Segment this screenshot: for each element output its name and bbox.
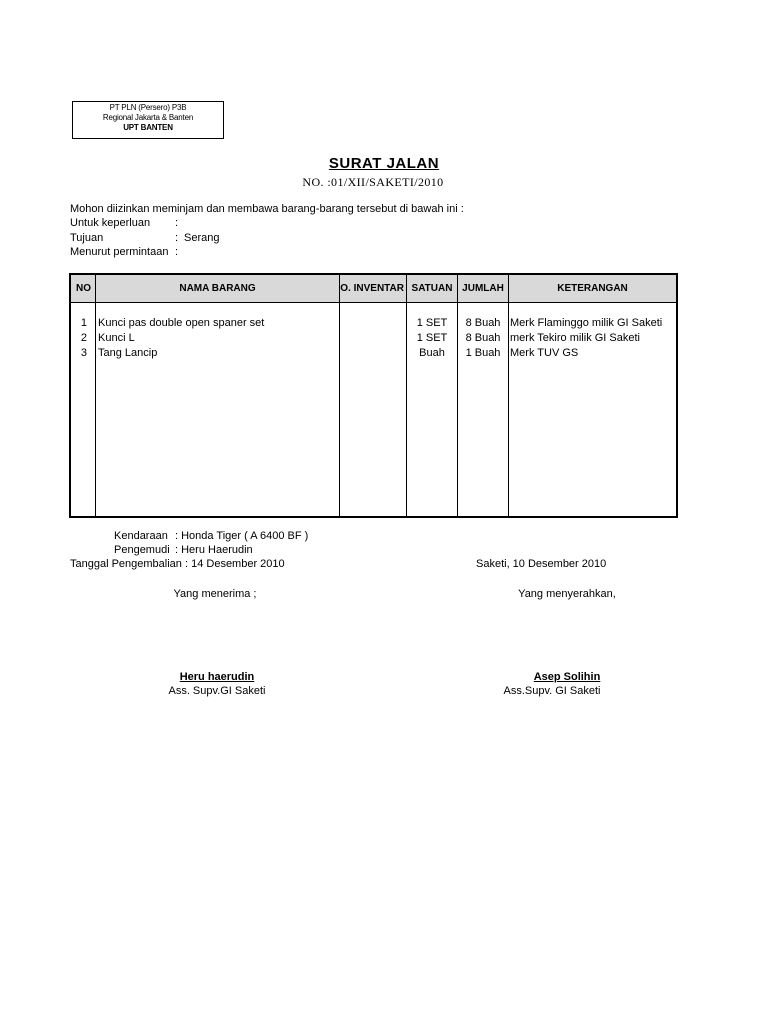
company-unit: UPT BANTEN <box>123 123 173 132</box>
field-label-tujuan: Tujuan <box>70 232 104 244</box>
header-nama-barang: NAMA BARANG <box>179 283 256 294</box>
row-2-nama: Kunci L <box>98 332 135 344</box>
row-2-no: 2 <box>80 332 87 344</box>
row-2-satuan: 1 SET <box>416 332 448 344</box>
field-colon-tujuan: : <box>175 232 179 244</box>
row-3-jumlah: 1 Buah <box>465 347 501 359</box>
field-label-keperluan: Untuk keperluan <box>70 217 151 229</box>
field-colon-keperluan: : <box>175 217 179 229</box>
company-name: PT PLN (Persero) P3B <box>109 103 187 112</box>
header-no-inventaris: O. INVENTAR <box>340 283 404 294</box>
column-divider <box>95 275 96 516</box>
document-number: NO. :01/XII/SAKETI/2010 <box>302 175 444 189</box>
column-divider <box>339 275 340 516</box>
row-2-jumlah: 8 Buah <box>465 332 501 344</box>
header-jumlah: JUMLAH <box>462 283 504 294</box>
header-keterangan: KETERANGAN <box>557 283 628 294</box>
intro-text: Mohon diizinkan meminjam dan membawa barang-barang tersebut di bawah ini : <box>70 203 464 215</box>
row-1-keterangan: Merk Flaminggo milik GI Saketi <box>510 317 663 329</box>
row-3-keterangan: Merk TUV GS <box>510 347 579 359</box>
receiver-name: Heru haerudin <box>179 671 255 683</box>
row-3-no: 3 <box>80 347 87 359</box>
field-value-tujuan: Serang <box>184 232 220 244</box>
items-table <box>69 273 678 518</box>
kendaraan-label: Kendaraan <box>114 530 168 542</box>
tanggal-pengembalian: Tanggal Pengembalian : 14 Desember 2010 <box>70 558 285 570</box>
giver-name: Asep Solihin <box>533 671 601 683</box>
company-header-box <box>72 101 224 139</box>
receiver-position: Ass. Supv.GI Saketi <box>168 685 266 697</box>
row-1-no: 1 <box>80 317 87 329</box>
company-region: Regional Jakarta & Banten <box>102 113 194 122</box>
place-date: Saketi, 10 Desember 2010 <box>476 558 607 570</box>
giver-caption: Yang menyerahkan, <box>518 588 616 600</box>
field-label-permintaan: Menurut permintaan <box>70 246 169 258</box>
row-2-keterangan: merk Tekiro milik GI Saketi <box>510 332 640 344</box>
row-1-jumlah: 8 Buah <box>465 317 501 329</box>
kendaraan-value: : Honda Tiger ( A 6400 BF ) <box>175 530 309 542</box>
column-divider <box>508 275 509 516</box>
document-title: SURAT JALAN <box>328 155 440 172</box>
header-satuan: SATUAN <box>411 283 453 294</box>
column-divider <box>406 275 407 516</box>
giver-position: Ass.Supv. GI Saketi <box>503 685 601 697</box>
receiver-caption: Yang menerima ; <box>173 588 257 600</box>
column-divider <box>457 275 458 516</box>
header-no: NO <box>76 283 91 294</box>
row-1-nama: Kunci pas double open spaner set <box>98 317 265 329</box>
table-header-row <box>71 275 676 303</box>
row-3-satuan: Buah <box>419 347 445 359</box>
row-3-nama: Tang Lancip <box>98 347 158 359</box>
row-1-satuan: 1 SET <box>416 317 448 329</box>
pengemudi-value: : Heru Haerudin <box>175 544 253 556</box>
pengemudi-label: Pengemudi <box>114 544 170 556</box>
field-colon-permintaan: : <box>175 246 179 258</box>
